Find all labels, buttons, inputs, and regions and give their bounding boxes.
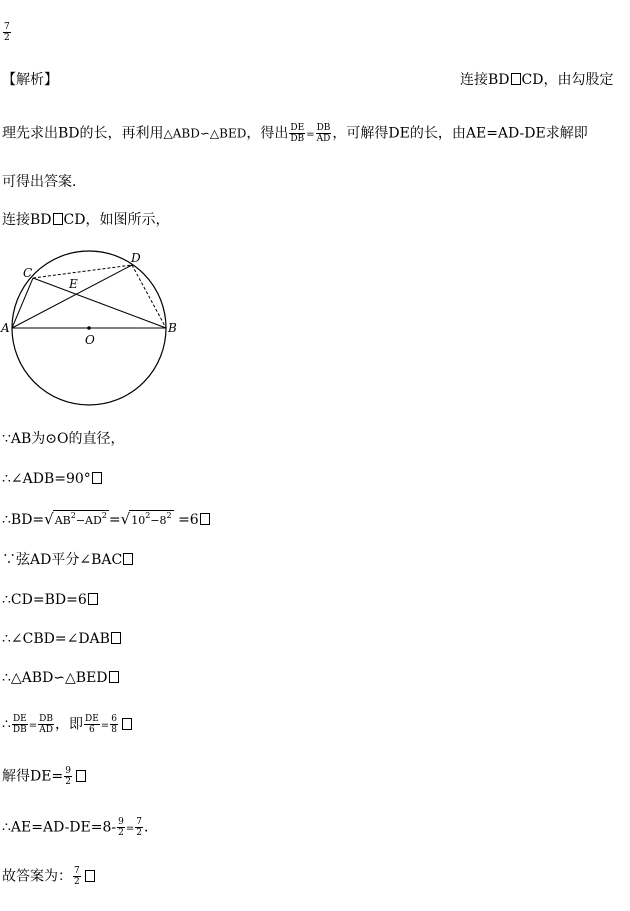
sqrt-10-8: $10^2-8^2$ bbox=[129, 510, 173, 530]
label-o: O bbox=[85, 333, 95, 347]
fraction-db-ad: $\frac{DB}{AD}$ bbox=[316, 123, 331, 144]
top-answer bbox=[2, 22, 12, 43]
missing-glyph-box bbox=[92, 472, 102, 484]
sqrt-ab-ad: $AB^2-AD^2$ bbox=[53, 510, 109, 530]
center-point-o bbox=[87, 326, 91, 330]
segment-cb bbox=[33, 278, 166, 328]
missing-glyph-box bbox=[111, 632, 121, 644]
fraction-6-8: $\frac{6}{8}$ bbox=[111, 714, 117, 735]
missing-glyph-box bbox=[511, 73, 521, 85]
missing-glyph-box bbox=[53, 213, 63, 225]
step-11-final-answer: 故答案为： $\frac{7}{2}$ bbox=[2, 866, 96, 887]
missing-glyph-box bbox=[122, 718, 132, 730]
analysis-line1-right: 连接BD CD，由勾股定 bbox=[460, 72, 614, 88]
analysis-line2: 理先求出BD的长，再利用△ABD∽△BED，得出 $\frac{DE}{DB}$ = $\frac{DB}{AD}$ ，可解得DE的长，由AE=AD-DE求解即 bbox=[2, 123, 588, 144]
missing-glyph-box bbox=[200, 513, 210, 525]
circle-geometry-figure bbox=[0, 250, 200, 415]
label-a: A bbox=[1, 321, 10, 335]
segment-db-dashed bbox=[132, 265, 166, 328]
label-c: C bbox=[23, 266, 33, 280]
step-3: $\therefore BD=√AB^2-AD^2 =√10^2-8^2 =6$ bbox=[2, 510, 211, 530]
fraction-9-2: $\frac{9}{2}$ bbox=[118, 817, 124, 838]
sqrt-sign: √ bbox=[120, 510, 131, 528]
fraction-de-db: $\frac{DE}{DB}$ bbox=[290, 123, 305, 144]
missing-glyph-box bbox=[85, 870, 95, 882]
top-answer-fraction: $\frac{7}{2}$ bbox=[4, 22, 10, 43]
missing-glyph-box bbox=[123, 553, 133, 565]
missing-glyph-box bbox=[88, 593, 98, 605]
step-7: ∴△ABD∽△BED bbox=[2, 669, 120, 687]
label-e: E bbox=[69, 277, 78, 291]
fraction-7-2: $\frac{7}{2}$ bbox=[136, 817, 142, 838]
analysis-line3: 可得出答案． bbox=[2, 174, 86, 190]
step-8: ∴ $\frac{DE}{DB}$ = $\frac{DB}{AD}$ ，即 $\frac{DE}{6}$ = $\frac{6}{8}$ bbox=[2, 714, 133, 736]
segment-cd-dashed bbox=[33, 265, 132, 278]
step-4: ∵弦AD平分∠BAC bbox=[2, 551, 134, 569]
label-d: D bbox=[131, 251, 141, 265]
label-b: B bbox=[168, 321, 177, 335]
step-5: ∴CD=BD=6 bbox=[2, 591, 99, 609]
sqrt-sign: √ bbox=[44, 510, 54, 528]
connect-line: 连接BD CD，如图所示， bbox=[2, 212, 170, 228]
segment-ac bbox=[12, 278, 33, 328]
analysis-tag: 【解析】 bbox=[2, 72, 58, 88]
step-9: 解得DE= $\frac{9}{2}$ bbox=[2, 766, 87, 787]
missing-glyph-box bbox=[109, 671, 119, 683]
step-2: ∴∠ADB=90° bbox=[2, 470, 103, 488]
fraction-de-6: $\frac{DE}{6}$ bbox=[85, 714, 99, 735]
fraction-7-2: $\frac{7}{2}$ bbox=[74, 866, 80, 887]
step-6: ∴∠CBD=∠DAB bbox=[2, 630, 122, 648]
fraction-db-ad: $\frac{DB}{AD}$ bbox=[39, 714, 53, 735]
missing-glyph-box bbox=[76, 770, 86, 782]
fraction-9-2: $\frac{9}{2}$ bbox=[65, 766, 71, 787]
fraction-de-db: $\frac{DE}{DB}$ bbox=[12, 714, 27, 735]
step-1: ∵AB为⊙O的直径， bbox=[2, 431, 125, 447]
step-10: ∴AE=AD-DE=8- $\frac{9}{2}$ = $\frac{7}{2}$ ． bbox=[2, 817, 158, 838]
